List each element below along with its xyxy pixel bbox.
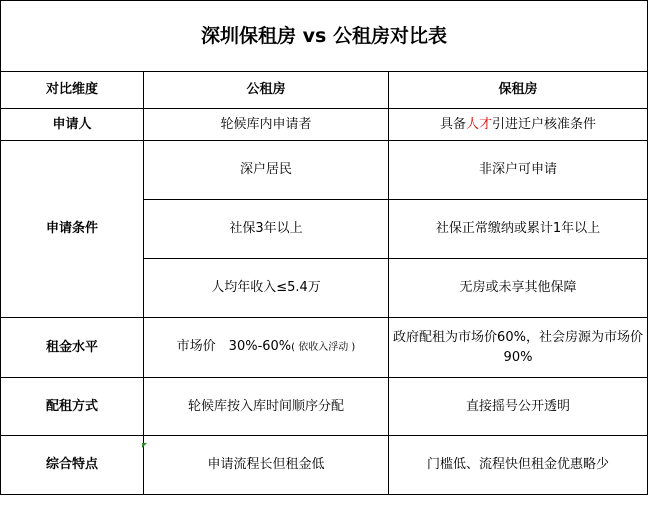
- cell-affordable-applicant: [389, 109, 648, 141]
- cell-public-condition-1: 深户居民: [144, 141, 389, 200]
- row-label-features: 综合特点: [1, 436, 144, 495]
- cell-public-applicant: 轮候库内申请者: [144, 109, 389, 141]
- cell-affordable-features: 门槛低、流程快但租金优惠略少: [389, 436, 648, 495]
- talent-highlight: 人才: [466, 116, 493, 132]
- cell-affordable-rent: 政府配租为市场价60%，社会房源为市场价90%: [389, 318, 648, 378]
- header-dimension: 对比维度: [1, 72, 144, 109]
- rent-public-main: 市场价 30%-60%: [176, 339, 292, 354]
- cell-affordable-allocation: 直接摇号公开透明: [389, 378, 648, 436]
- cell-public-condition-2: 社保3年以上: [144, 200, 389, 259]
- table-row-allocation: [1, 378, 648, 436]
- table-row-features: [1, 436, 648, 495]
- cell-affordable-condition-2: 社保正常缴纳或累计1年以上: [389, 200, 648, 259]
- title-row: [1, 1, 648, 72]
- cell-public-condition-3: 人均年收入≤5.4万: [144, 259, 389, 318]
- table-title: 深圳保租房 vs 公租房对比表: [1, 1, 648, 72]
- row-label-conditions: 申请条件: [1, 141, 144, 318]
- rent-public-note: ( 依收入浮动 ): [291, 342, 356, 353]
- row-label-rent: 租金水平: [1, 318, 144, 378]
- cell-public-rent: [144, 318, 389, 378]
- table-row-rent: [1, 318, 648, 378]
- header-affordable-rental: 保租房: [389, 72, 648, 109]
- cell-public-features: 申请流程长但租金低: [144, 436, 389, 495]
- row-label-applicant: 申请人: [1, 109, 144, 141]
- table-row-applicant: [1, 109, 648, 141]
- row-label-allocation: 配租方式: [1, 378, 144, 436]
- table-row-conditions-1: [1, 141, 648, 200]
- applicant-suffix: 引进迁户核准条件: [492, 116, 597, 132]
- cell-affordable-condition-1: 非深户可申请: [389, 141, 648, 200]
- applicant-prefix: 具备: [439, 116, 466, 132]
- header-row: [1, 72, 648, 109]
- header-public-rental: 公租房: [144, 72, 389, 109]
- cell-affordable-condition-3: 无房或未享其他保障: [389, 259, 648, 318]
- cell-error-indicator: [142, 443, 147, 448]
- cell-public-allocation: 轮候库按入库时间顺序分配: [144, 378, 389, 436]
